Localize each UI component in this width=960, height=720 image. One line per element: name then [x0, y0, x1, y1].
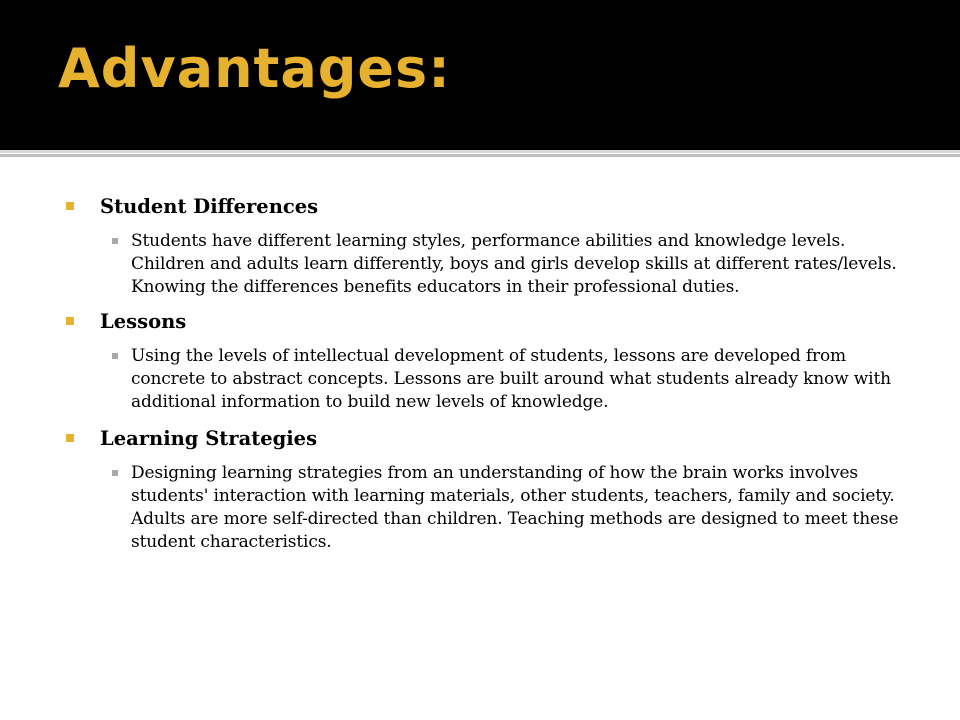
section-body: [64, 230, 924, 299]
square-bullet-icon: [112, 470, 118, 476]
section-heading: [64, 192, 924, 222]
section-heading-text: Learning Strategies: [100, 427, 318, 450]
square-bullet-icon: [112, 238, 118, 244]
square-bullet-icon: [112, 353, 118, 359]
title-bar: [0, 0, 960, 150]
section-learning-strategies: [64, 424, 924, 554]
section-body: [64, 345, 924, 414]
section-heading-text: Lessons: [100, 310, 187, 333]
section-heading-text: Student Differences: [100, 195, 319, 218]
square-bullet-icon: [66, 202, 74, 210]
section-lessons: [64, 307, 924, 414]
slide-content: [64, 192, 924, 564]
title-divider-bottom: [0, 154, 960, 157]
section-body: [64, 462, 924, 554]
section-body-text: Designing learning strategies from an understanding of how the brain works involves students' interaction with learning materials, other students, teachers, family and society. Adults are more self-directed than children. Teaching methods are designed to meet these student characteristics.: [131, 463, 899, 552]
section-heading: [64, 307, 924, 337]
section-body-text: Using the levels of intellectual development of students, lessons are developed from concrete to abstract concepts. Lessons are built around what students already know with additional information to build new levels of knowledge.: [131, 346, 891, 412]
section-student-differences: [64, 192, 924, 299]
square-bullet-icon: [66, 317, 74, 325]
slide-title: Advantages:: [58, 37, 451, 100]
section-body-text: Students have different learning styles, performance abilities and knowledge levels. Children and adults learn differently, boys and girls develop skills at different rates/levels. Knowing the differences benefits educators in their professional duties.: [131, 231, 897, 297]
section-heading: [64, 424, 924, 454]
square-bullet-icon: [66, 434, 74, 442]
